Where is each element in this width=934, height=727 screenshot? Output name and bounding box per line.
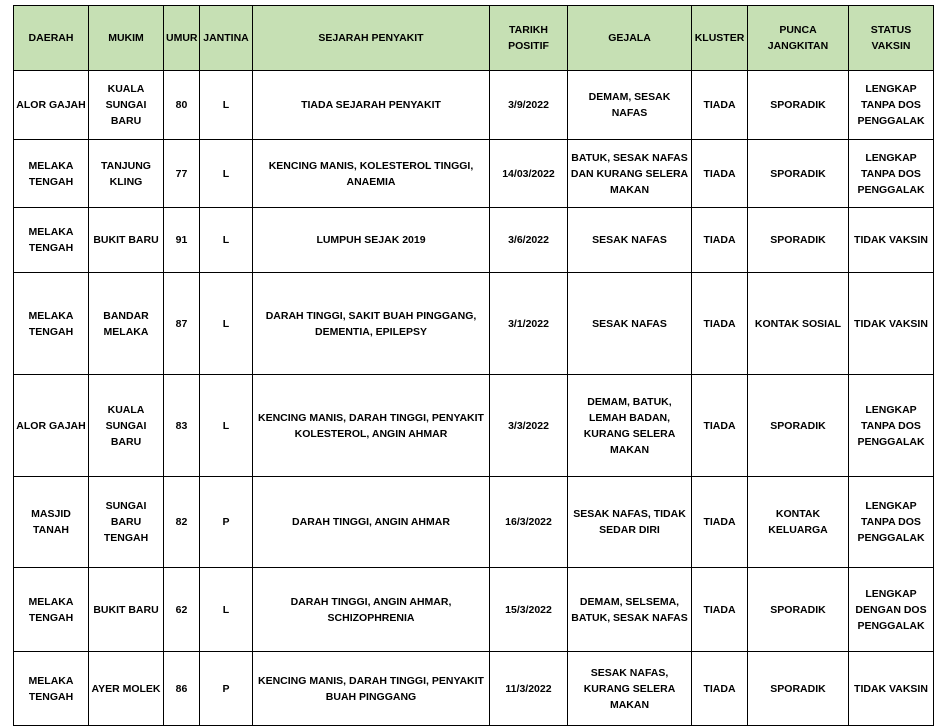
table-row <box>14 208 934 273</box>
cell-kluster: TIADA <box>692 273 748 375</box>
cell-mukim: BUKIT BARU <box>89 568 164 652</box>
cell-daerah: MELAKA TENGAH <box>14 652 89 726</box>
cell-punca-jangkitan: KONTAK KELUARGA <box>748 477 849 568</box>
cell-umur: 82 <box>164 477 200 568</box>
cell-gejala: DEMAM, SESAK NAFAS <box>568 71 692 140</box>
cell-tarikh-positif: 3/6/2022 <box>490 208 568 273</box>
cell-kluster: TIADA <box>692 71 748 140</box>
cell-status-vaksin: LENGKAP TANPA DOS PENGGALAK <box>849 140 934 208</box>
header-kluster: KLUSTER <box>692 6 748 71</box>
cell-punca-jangkitan: SPORADIK <box>748 652 849 726</box>
cell-daerah: MASJID TANAH <box>14 477 89 568</box>
header-row <box>14 6 934 71</box>
table-row <box>14 375 934 477</box>
cell-jantina: L <box>200 273 253 375</box>
cell-daerah: ALOR GAJAH <box>14 71 89 140</box>
cell-jantina: P <box>200 477 253 568</box>
cell-sejarah-penyakit: DARAH TINGGI, ANGIN AHMAR, SCHIZOPHRENIA <box>253 568 490 652</box>
cell-punca-jangkitan: SPORADIK <box>748 140 849 208</box>
cell-umur: 62 <box>164 568 200 652</box>
cell-kluster: TIADA <box>692 652 748 726</box>
cell-punca-jangkitan: SPORADIK <box>748 568 849 652</box>
header-status-vaksin: STATUS VAKSIN <box>849 6 934 71</box>
cell-mukim: KUALA SUNGAI BARU <box>89 71 164 140</box>
cell-daerah: MELAKA TENGAH <box>14 568 89 652</box>
cell-tarikh-positif: 15/3/2022 <box>490 568 568 652</box>
table-row <box>14 140 934 208</box>
header-jantina: JANTINA <box>200 6 253 71</box>
cell-mukim: BUKIT BARU <box>89 208 164 273</box>
cell-daerah: MELAKA TENGAH <box>14 140 89 208</box>
cell-umur: 86 <box>164 652 200 726</box>
cell-status-vaksin: LENGKAP DENGAN DOS PENGGALAK <box>849 568 934 652</box>
cell-tarikh-positif: 3/9/2022 <box>490 71 568 140</box>
cell-jantina: L <box>200 140 253 208</box>
table-row <box>14 652 934 726</box>
cell-mukim: TANJUNG KLING <box>89 140 164 208</box>
cell-umur: 83 <box>164 375 200 477</box>
cell-punca-jangkitan: SPORADIK <box>748 208 849 273</box>
header-tarikh-positif: TARIKH POSITIF <box>490 6 568 71</box>
cell-sejarah-penyakit: KENCING MANIS, DARAH TINGGI, PENYAKIT KOLESTEROL, ANGIN AHMAR <box>253 375 490 477</box>
cell-kluster: TIADA <box>692 375 748 477</box>
cell-status-vaksin: LENGKAP TANPA DOS PENGGALAK <box>849 71 934 140</box>
cell-kluster: TIADA <box>692 140 748 208</box>
cell-sejarah-penyakit: KENCING MANIS, KOLESTEROL TINGGI, ANAEMIA <box>253 140 490 208</box>
header-punca-jangkitan: PUNCA JANGKITAN <box>748 6 849 71</box>
cell-jantina: L <box>200 71 253 140</box>
cell-kluster: TIADA <box>692 568 748 652</box>
cell-gejala: SESAK NAFAS <box>568 208 692 273</box>
cell-gejala: DEMAM, SELSEMA, BATUK, SESAK NAFAS <box>568 568 692 652</box>
cell-status-vaksin: TIDAK VAKSIN <box>849 273 934 375</box>
cell-punca-jangkitan: KONTAK SOSIAL <box>748 273 849 375</box>
cell-daerah: MELAKA TENGAH <box>14 273 89 375</box>
cell-mukim: AYER MOLEK <box>89 652 164 726</box>
cell-umur: 91 <box>164 208 200 273</box>
cell-tarikh-positif: 11/3/2022 <box>490 652 568 726</box>
header-gejala: GEJALA <box>568 6 692 71</box>
cell-punca-jangkitan: SPORADIK <box>748 71 849 140</box>
cell-gejala: BATUK, SESAK NAFAS DAN KURANG SELERA MAKAN <box>568 140 692 208</box>
cell-kluster: TIADA <box>692 208 748 273</box>
cell-sejarah-penyakit: KENCING MANIS, DARAH TINGGI, PENYAKIT BUAH PINGGANG <box>253 652 490 726</box>
cell-mukim: BANDAR MELAKA <box>89 273 164 375</box>
table-row <box>14 71 934 140</box>
cell-status-vaksin: LENGKAP TANPA DOS PENGGALAK <box>849 477 934 568</box>
cell-umur: 80 <box>164 71 200 140</box>
table-row <box>14 568 934 652</box>
cell-sejarah-penyakit: DARAH TINGGI, ANGIN AHMAR <box>253 477 490 568</box>
cell-sejarah-penyakit: DARAH TINGGI, SAKIT BUAH PINGGANG, DEMENTIA, EPILEPSY <box>253 273 490 375</box>
cell-jantina: L <box>200 375 253 477</box>
cell-umur: 77 <box>164 140 200 208</box>
header-mukim: MUKIM <box>89 6 164 71</box>
table-row <box>14 477 934 568</box>
cell-daerah: MELAKA TENGAH <box>14 208 89 273</box>
header-umur: UMUR <box>164 6 200 71</box>
cell-tarikh-positif: 14/03/2022 <box>490 140 568 208</box>
cell-kluster: TIADA <box>692 477 748 568</box>
cell-sejarah-penyakit: LUMPUH SEJAK 2019 <box>253 208 490 273</box>
cell-sejarah-penyakit: TIADA SEJARAH PENYAKIT <box>253 71 490 140</box>
cell-gejala: SESAK NAFAS <box>568 273 692 375</box>
cell-tarikh-positif: 16/3/2022 <box>490 477 568 568</box>
cell-mukim: SUNGAI BARU TENGAH <box>89 477 164 568</box>
cases-table <box>13 5 934 726</box>
header-sejarah-penyakit: SEJARAH PENYAKIT <box>253 6 490 71</box>
cell-status-vaksin: TIDAK VAKSIN <box>849 208 934 273</box>
cell-tarikh-positif: 3/3/2022 <box>490 375 568 477</box>
cell-umur: 87 <box>164 273 200 375</box>
cell-status-vaksin: TIDAK VAKSIN <box>849 652 934 726</box>
cell-gejala: DEMAM, BATUK, LEMAH BADAN, KURANG SELERA MAKAN <box>568 375 692 477</box>
cell-jantina: L <box>200 568 253 652</box>
cell-jantina: L <box>200 208 253 273</box>
cell-jantina: P <box>200 652 253 726</box>
cell-status-vaksin: LENGKAP TANPA DOS PENGGALAK <box>849 375 934 477</box>
cell-daerah: ALOR GAJAH <box>14 375 89 477</box>
cell-mukim: KUALA SUNGAI BARU <box>89 375 164 477</box>
header-daerah: DAERAH <box>14 6 89 71</box>
cell-tarikh-positif: 3/1/2022 <box>490 273 568 375</box>
cell-punca-jangkitan: SPORADIK <box>748 375 849 477</box>
table-row <box>14 273 934 375</box>
cell-gejala: SESAK NAFAS, TIDAK SEDAR DIRI <box>568 477 692 568</box>
cell-gejala: SESAK NAFAS, KURANG SELERA MAKAN <box>568 652 692 726</box>
